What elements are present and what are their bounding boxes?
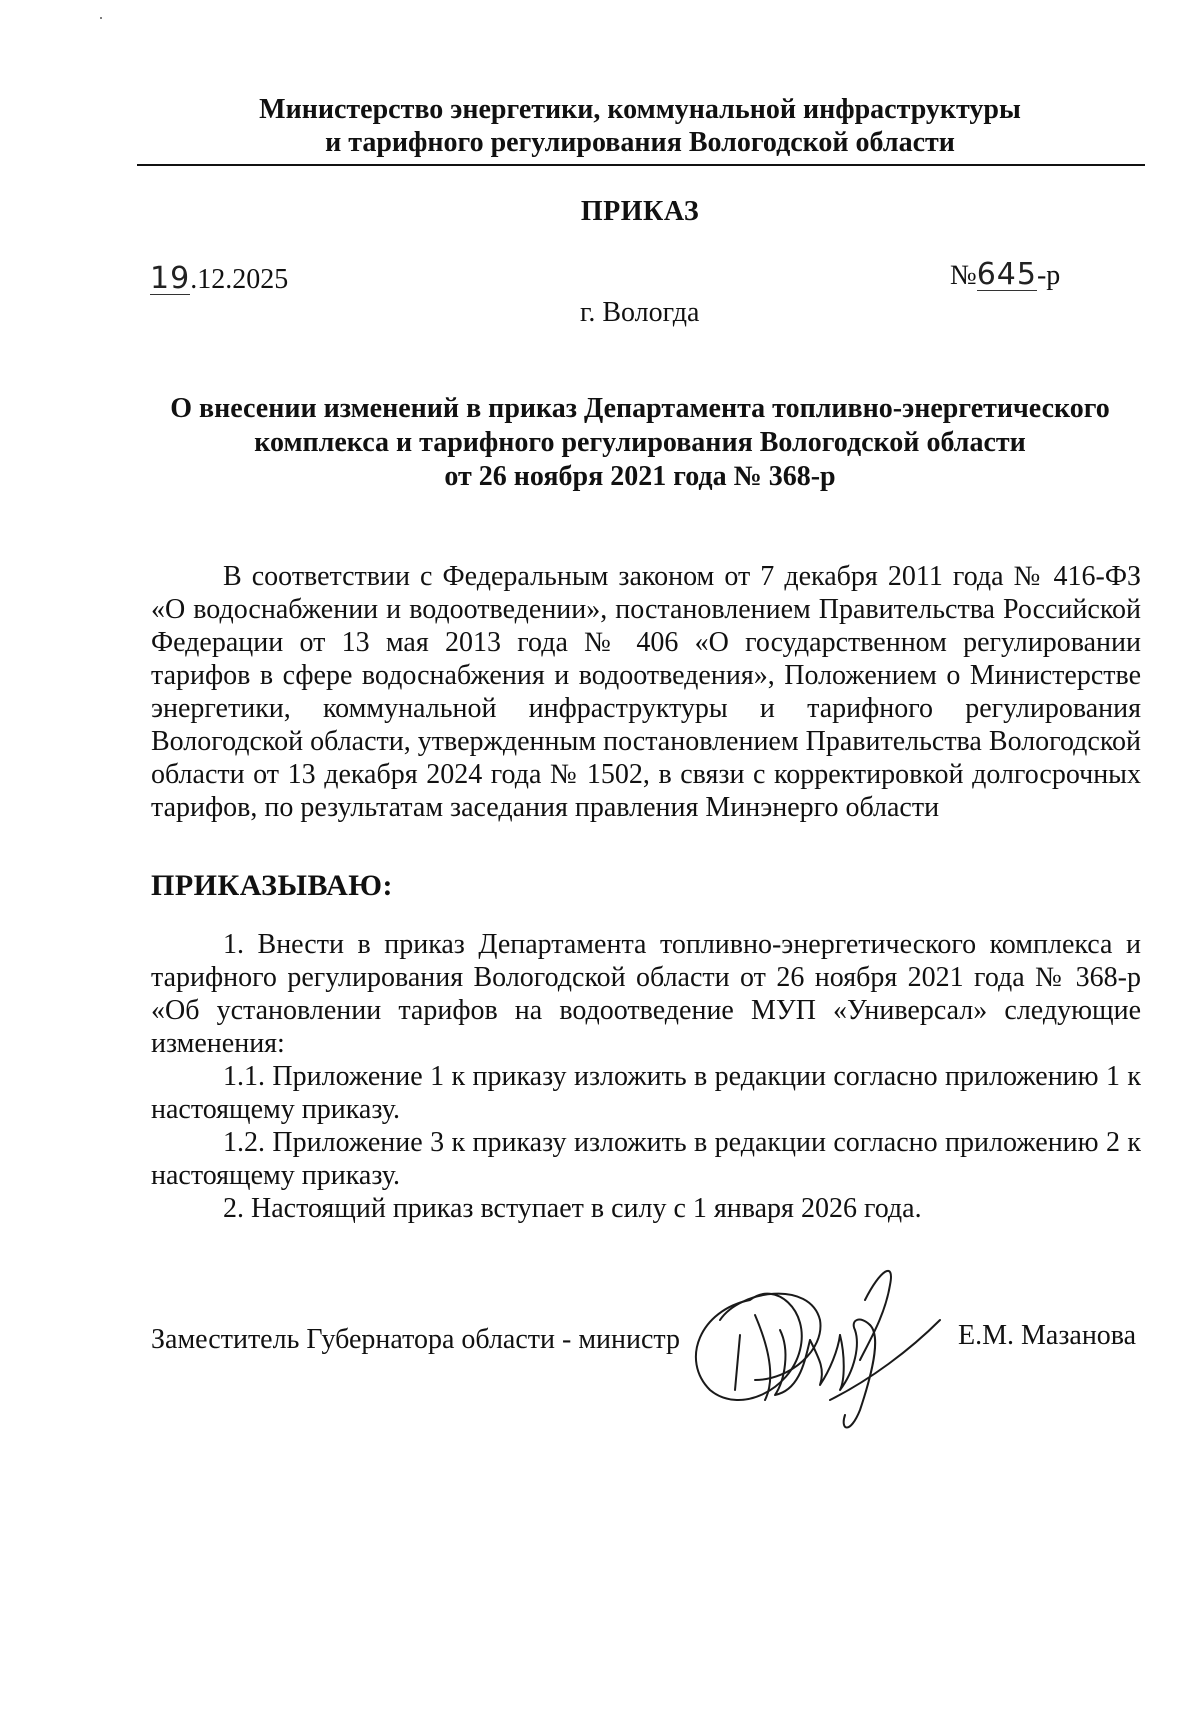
document-number: [950, 257, 1061, 292]
order-item-1-1: 1.1. Приложение 1 к приказу изложить в редакции согласно приложению 1 к настоящему приказу.: [151, 1061, 1141, 1125]
signatory-name: Е.М. Мазанова: [958, 1320, 1137, 1351]
order-item-1-2: 1.2. Приложение 3 к приказу изложить в редакции согласно приложению 2 к настоящему приказу.: [151, 1127, 1141, 1191]
preamble-paragraph: В соответствии с Федеральным законом от 7 декабря 2011 года № 416-ФЗ «О водоснабжении и водоотведении», постановлением Правительства Российской Федерации от 13 мая 2013 года № 406 «О государственном регулировании тарифов в сфере водоснабжения и водоотведения», Положением о Министерстве энергетики, коммунальной инфраструктуры и тарифного регулирования Вологодской области, утвержденным постановлением Правительства Вологодской области от 13 декабря 2024 года № 1502, в связи с корректировкой долгосрочных тарифов, по результатам заседания правления Минэнерго области: [151, 561, 1141, 823]
date-day-handwritten: 19: [150, 261, 191, 296]
signatory-title: Заместитель Губернатора области - министр: [151, 1324, 680, 1355]
date-month-year: .12.2025: [190, 264, 289, 295]
number-sign: №: [950, 260, 977, 291]
document-subject: [140, 392, 1140, 494]
orders-heading: ПРИКАЗЫВАЮ:: [151, 869, 394, 902]
order-items: [151, 928, 1141, 1225]
order-item-1: 1. Внести в приказ Департамента топливно-энергетического комплекса и тарифного регулирования Вологодской области от 26 ноября 2021 года № 368-р «Об установлении тарифов на водоотведение МУП «Универсал» следующие изменения:: [151, 929, 1141, 1059]
header-divider: [137, 164, 1145, 166]
document-date: [150, 261, 289, 296]
city: г. Вологда: [580, 297, 700, 328]
ministry-line-1: Министерство энергетики, коммунальной инфраструктуры: [259, 94, 1021, 125]
number-suffix: -р: [1036, 260, 1061, 291]
ministry-header: [140, 93, 1140, 159]
order-item-2: 2. Настоящий приказ вступает в силу с 1 января 2026 года.: [223, 1193, 922, 1224]
ministry-line-2: и тарифного регулирования Вологодской области: [325, 127, 955, 158]
subject-line-1: О внесении изменений в приказ Департамента топливно-энергетического: [170, 393, 1110, 424]
subject-line-2: комплекса и тарифного регулирования Вологодской области: [254, 427, 1026, 458]
subject-line-3: от 26 ноября 2021 года № 368-р: [444, 461, 836, 492]
number-handwritten: 645: [976, 257, 1037, 292]
handwritten-signature: [680, 1240, 960, 1440]
document-type: ПРИКАЗ: [580, 196, 700, 227]
scan-speck: [100, 17, 102, 19]
